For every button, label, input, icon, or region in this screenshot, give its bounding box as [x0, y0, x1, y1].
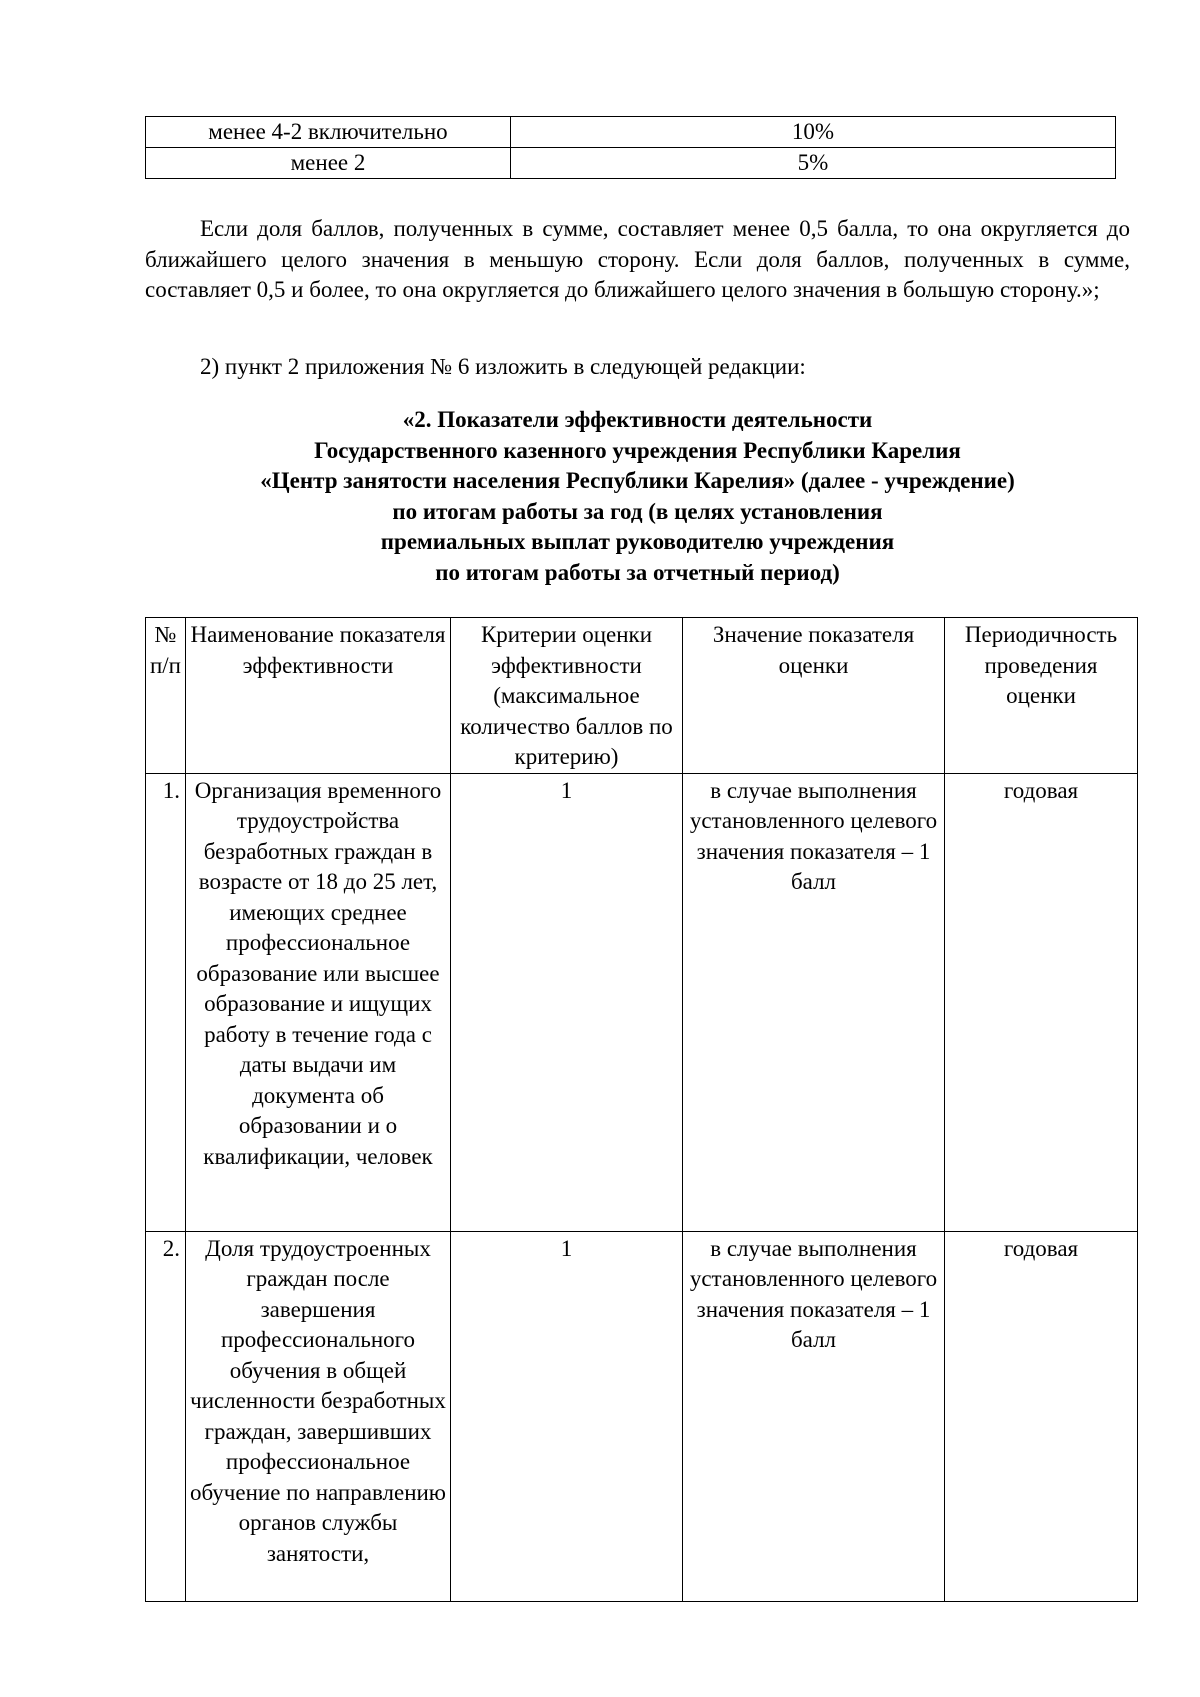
range-cell: менее 2 [146, 148, 511, 179]
table-row [146, 117, 1116, 148]
row-num: 2. [146, 1231, 186, 1601]
heading-line: по итогам работы за год (в целях установления [392, 498, 883, 524]
header-name: Наименование показателя эффективности [186, 618, 451, 774]
heading-line: по итогам работы за отчетный период) [435, 559, 840, 585]
percent-cell: 10% [511, 117, 1116, 148]
table-header-row [146, 618, 1138, 774]
row-period: годовая [945, 773, 1138, 1231]
section-heading [145, 405, 1130, 588]
percent-cell: 5% [511, 148, 1116, 179]
header-num: № п/п [146, 618, 186, 774]
row-period: годовая [945, 1231, 1138, 1601]
row-name: Доля трудоустроенных граждан после завершения профессионального обучения в общей численности безработных граждан, завершивших профессиональное обучение по направлению органов службы занятости, [186, 1231, 451, 1601]
heading-line: Государственного казенного учреждения Республики Карелия [314, 437, 961, 463]
table-row [146, 148, 1116, 179]
table-row [146, 1231, 1138, 1601]
heading-line: «Центр занятости населения Республики Карелия» (далее - учреждение) [260, 468, 1015, 493]
rounding-paragraph: Если доля баллов, полученных в сумме, составляет менее 0,5 балла, то она округляется до ближайшего целого значения в меньшую сторону. Если доля баллов, полученных в сумме, составляет 0,5 и более, то она округляется до ближайшего целого значения в большую сторону.»; [145, 216, 1130, 302]
row-value: в случае выполнения установленного целевого значения показателя – 1 балл [683, 1231, 945, 1601]
row-value: в случае выполнения установленного целевого значения показателя – 1 балл [683, 773, 945, 1231]
row-name: Организация временного трудоустройства безработных граждан в возрасте от 18 до 25 лет, имеющих среднее профессиональное образование или высшее образование и ищущих работу в течение года с даты выдачи им документа об образовании и о квалификации, человек [186, 773, 451, 1231]
heading-line: премиальных выплат руководителю учреждения [380, 529, 895, 554]
indicators-table [145, 617, 1138, 1602]
header-criteria: Критерии оценки эффективности (максимальное количество баллов по критерию) [451, 618, 683, 774]
table-row [146, 773, 1138, 1231]
score-percent-table [145, 116, 1116, 179]
heading-line: «2. Показатели эффективности деятельности [402, 407, 873, 432]
row-criteria: 1 [451, 1231, 683, 1601]
range-cell: менее 4-2 включительно [146, 117, 511, 148]
row-num: 1. [146, 773, 186, 1231]
row-criteria: 1 [451, 773, 683, 1231]
header-value: Значение показателя оценки [683, 618, 945, 774]
header-period: Периодичность проведения оценки [945, 618, 1138, 774]
amendment-paragraph: 2) пункт 2 приложения № 6 изложить в следующей редакции: [200, 354, 806, 379]
